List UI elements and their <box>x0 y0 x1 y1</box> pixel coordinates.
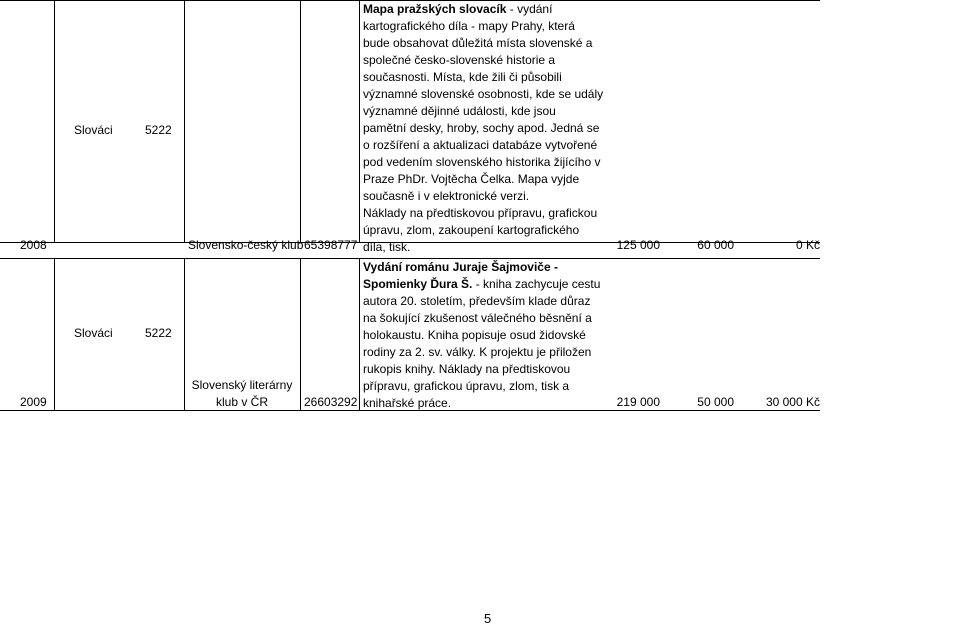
description-line: současně i v elektronické verzi. <box>363 189 530 203</box>
column-divider <box>54 258 55 410</box>
granted-amount: 30 000 Kč <box>765 395 820 409</box>
description-line: úpravu, zlom, zakoupení kartografického <box>363 223 580 237</box>
granted-amount: 0 Kč <box>795 238 820 252</box>
organization-name: Slovensko-český klub <box>188 238 304 252</box>
description-line: díla, tisk. <box>363 240 411 254</box>
project-description <box>363 259 633 412</box>
column-divider <box>300 0 301 242</box>
column-divider <box>300 258 301 410</box>
requested-amount: 125 000 <box>616 238 660 252</box>
minority-name: Slováci <box>74 326 113 340</box>
organization-id: 26603292 <box>304 395 358 409</box>
description-line: Mapa pražských slovacík - vydání <box>363 2 553 16</box>
description-line: rukopis knihy. Náklady na předtiskovou <box>363 362 571 376</box>
grant-year: 2008 <box>20 238 47 252</box>
organization-id: 65398777 <box>304 238 358 252</box>
description-line: současnosti. Místa, kde žili či působili <box>363 70 562 84</box>
description-line: knihařské práce. <box>363 396 452 410</box>
column-divider <box>184 0 185 242</box>
project-description <box>363 1 633 256</box>
description-line: významné slovenské osobnosti, kde se udály <box>363 87 604 101</box>
requested-amount: 219 000 <box>616 395 660 409</box>
project-title: Vydání románu Juraje Šajmoviče - <box>363 260 558 274</box>
organization-name <box>184 377 300 411</box>
organization-name-line: Slovenský literárny <box>191 378 293 392</box>
description-line: bude obsahovat důležitá místa slovenské a <box>363 36 593 50</box>
description-line: společné česko-slovenské historie a <box>363 53 556 67</box>
page-number: 5 <box>484 611 492 626</box>
description-line: kartografického díla - mapy Prahy, která <box>363 19 575 33</box>
description-line: autora 20. stoletím, především klade důraz <box>363 294 591 308</box>
minority-code: 5222 <box>145 326 172 340</box>
description-line: rodiny za 2. sv. války. K projektu je přiložen <box>363 345 592 359</box>
description-line: přípravu, grafickou úpravu, zlom, tisk a <box>363 379 570 393</box>
description-line: pod vedením slovenského historika žijícího v <box>363 155 601 169</box>
description-line: o rozšíření a aktualizaci databáze vytvořené <box>363 138 598 152</box>
project-title: Mapa pražských slovacík <box>363 2 507 16</box>
description-line: na šokující zkušenost válečného běsnění a <box>363 311 592 325</box>
organization-name-line: klub v ČR <box>215 395 268 409</box>
column-divider <box>54 0 55 242</box>
column-divider <box>359 258 360 410</box>
description-line: Spomienky Ďura Š. - kniha zachycuje cestu <box>363 277 601 291</box>
description-line: Náklady na předtiskovou přípravu, grafickou <box>363 206 598 220</box>
column-divider <box>359 0 360 242</box>
description-line: holokaustu. Kniha popisuje osud židovské <box>363 328 586 342</box>
project-title: Spomienky Ďura Š. <box>363 277 473 291</box>
minority-name: Slováci <box>74 123 113 137</box>
description-line: Praze PhDr. Vojtěcha Čelka. Mapa vyjde <box>363 172 580 186</box>
recommended-amount: 50 000 <box>697 395 734 409</box>
description-line: pamětní desky, hroby, sochy apod. Jedná se <box>363 121 600 135</box>
grant-year: 2009 <box>20 395 47 409</box>
recommended-amount: 60 000 <box>697 238 734 252</box>
minority-code: 5222 <box>145 123 172 137</box>
description-line: významné dějinné události, kde jsou <box>363 104 556 118</box>
